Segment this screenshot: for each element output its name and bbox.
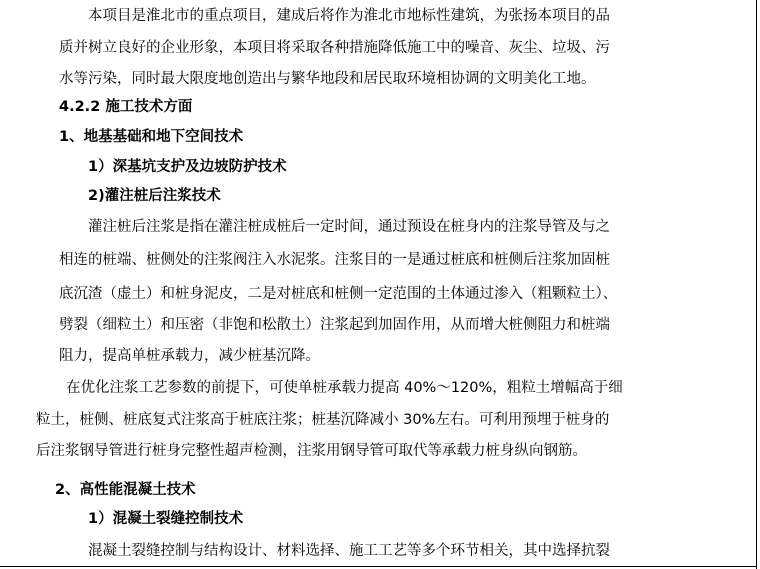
paragraph-intro-line-2: 质并树立良好的企业形象，本项目将采取各种措施降低施工中的噪音、灰尘、垃圾、污 bbox=[59, 40, 610, 56]
section-heading: 4.2.2 施工技术方面 bbox=[59, 99, 193, 115]
paragraph-capacity-line-1: 在优化注浆工艺参数的前提下，可使单桩承载力提高 40%～120%，粗粒土增幅高于细 bbox=[66, 380, 623, 396]
paragraph-grouting-line-5: 阻力，提高单桩承载力，减少桩基沉降。 bbox=[59, 348, 320, 364]
paragraph-capacity-line-3: 后注浆钢导管进行桩身完整性超声检测，注浆用钢导管可取代等承载力桩身纵向钢筋。 bbox=[36, 443, 587, 459]
paragraph-grouting-line-2: 相连的桩端、桩侧处的注浆阀注入水泥浆。注浆目的一是通过桩底和桩侧后注浆加固桩 bbox=[59, 252, 610, 268]
item-heading-crack-control: 1）混凝土裂缝控制技术 bbox=[88, 511, 244, 527]
paragraph-grouting-line-3: 底沉渣（虚土）和桩身泥皮，二是对桩底和桩侧一定范围的土体通过渗入（粗颗粒土）、 bbox=[59, 286, 618, 302]
paragraph-grouting-line-4: 劈裂（细粒土）和压密（非饱和松散土）注浆起到加固作用，从而增大桩侧阻力和桩端 bbox=[59, 317, 610, 333]
item-heading-post-grouting: 2)灌注桩后注浆技术 bbox=[88, 188, 221, 204]
paragraph-intro-line-1: 本项目是淮北市的重点项目，建成后将作为淮北市地标性建筑，为张扬本项目的品 bbox=[88, 8, 610, 24]
page-border-right bbox=[756, 0, 757, 569]
subsection-heading-concrete: 2、高性能混凝土技术 bbox=[55, 482, 196, 498]
item-heading-deep-excavation: 1）深基坑支护及边坡防护技术 bbox=[88, 159, 287, 175]
page-border-bottom bbox=[0, 566, 757, 567]
paragraph-crack-line-1: 混凝土裂缝控制与结构设计、材料选择、施工工艺等多个环节相关，其中选择抗裂 bbox=[88, 543, 610, 559]
paragraph-intro-line-3: 水等污染，同时最大限度地创造出与繁华地段和居民取环境相协调的文明美化工地。 bbox=[59, 71, 596, 87]
subsection-heading-foundation: 1、地基基础和地下空间技术 bbox=[59, 129, 244, 145]
paragraph-grouting-line-1: 灌注桩后注浆是指在灌注桩成桩后一定时间，通过预设在桩身内的注浆导管及与之 bbox=[88, 219, 610, 235]
paragraph-capacity-line-2: 粒土，桩侧、桩底复式注浆高于桩底注浆；桩基沉降减小 30%左右。可利用预埋于桩身的 bbox=[36, 412, 610, 428]
